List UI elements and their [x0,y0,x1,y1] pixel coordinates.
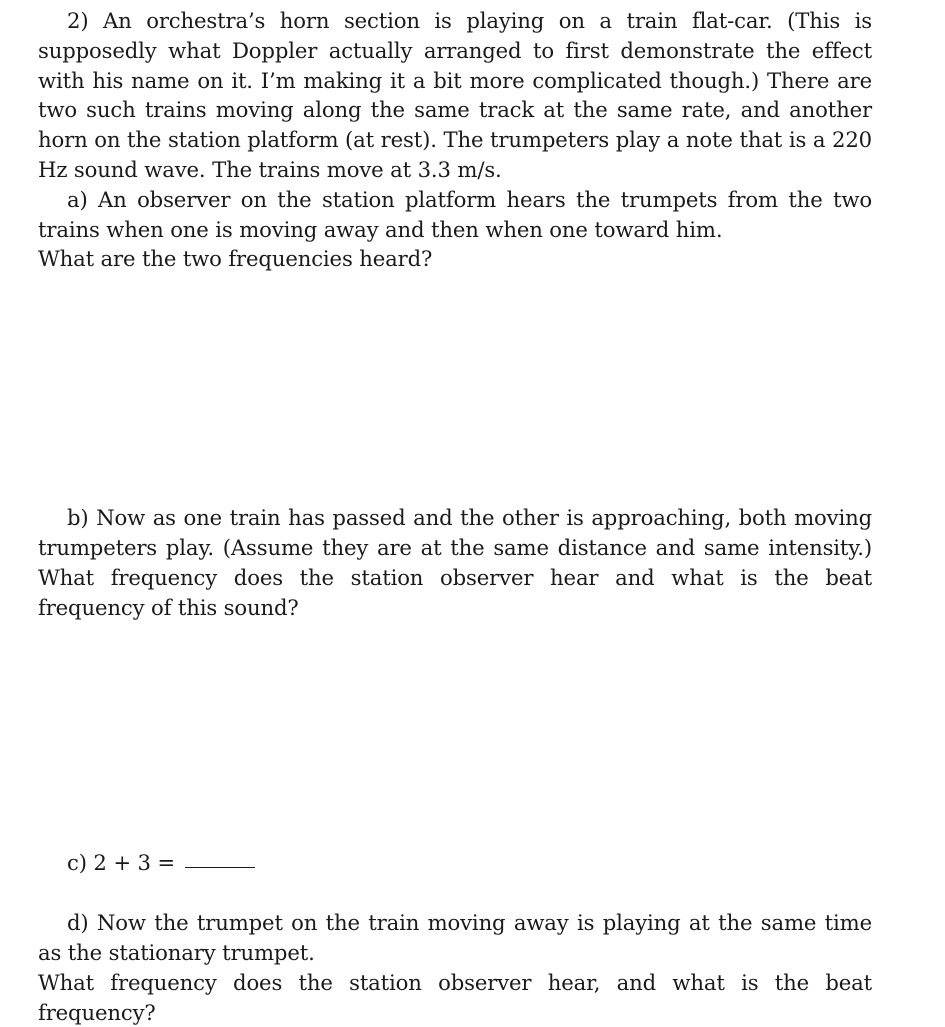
part-b-text: b) Now as one train has passed and the other is approaching, both moving trumpeters play. (Assume they are at the same distance and same intensity.) What frequency does the station observer hear and what is the beat frequency of this sound? [38,505,872,620]
answer-blank[interactable] [185,866,255,868]
answer-space-c [38,878,872,908]
part-c [38,848,872,878]
part-d-question: What frequency does the station observer hear, and what is the beat frequency? [38,969,872,1025]
answer-space-b [38,622,872,848]
part-c-text: c) 2 + 3 = [67,850,176,876]
problem-intro: 2) An orchestra’s horn section is playing on a train flat-car. (This is supposedly what Doppler actually arranged to first demonstrate the effect with his name on it. I’m making it a bit more complicated though.) There are two such trains moving along the same track at the same rate, and another horn on the station platform (at rest). The trumpeters play a note that is a 220 Hz sound wave. The trains move at 3.3 m/s. [38,8,872,182]
part-a-question: What are the two frequencies heard? [38,246,433,272]
part-d-text: d) Now the trumpet on the train moving away is playing at the same time as the stationary trumpet. [38,910,872,965]
document-page [38,6,872,1027]
part-a-text: a) An observer on the station platform hears the trumpets from the two trains when one is moving away and then when one toward him. [38,186,872,242]
answer-space-a [38,274,872,503]
